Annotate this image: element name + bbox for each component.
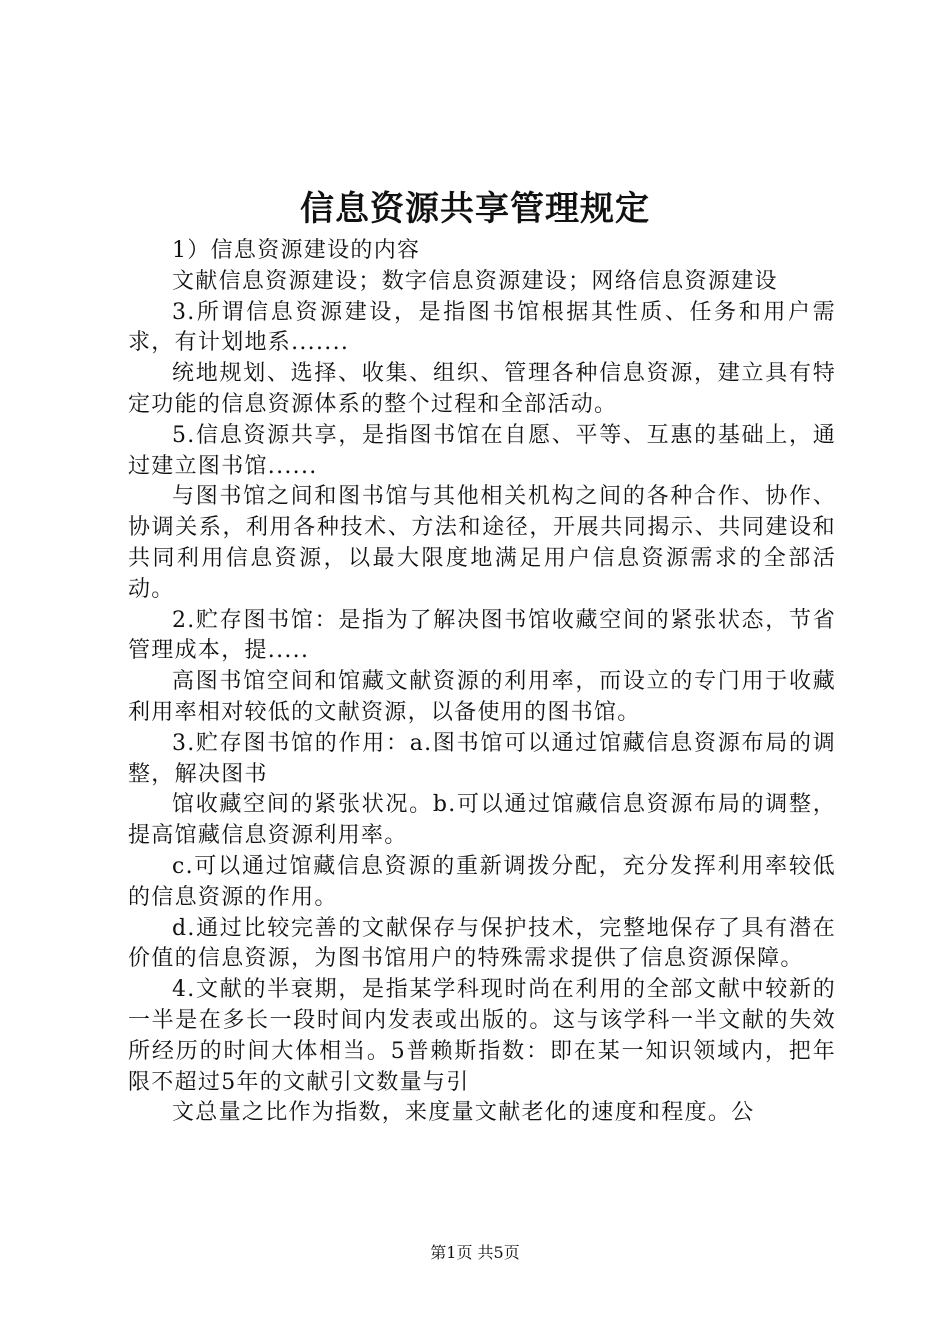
paragraph: 4.文献的半衰期，是指某学科现时尚在利用的全部文献中较新的一半是在多长一段时间内发表或出版的。这与该学科一半文献的失效所经历的时间大体相当。5普赖斯指数：即在某一知识领域内，把年限不超过5年的文献引文数量与引: [128, 977, 836, 1095]
paragraph: c.可以通过馆藏信息资源的重新调拨分配，充分发挥利用率较低的信息资源的作用。: [128, 853, 836, 910]
document-title: 信息资源共享管理规定: [300, 189, 650, 229]
paragraph: 2.贮存图书馆：是指为了解决图书馆收藏空间的紧张状态，节省管理成本，提.....: [128, 607, 836, 664]
paragraph: 馆收藏空间的紧张状况。b.可以通过馆藏信息资源布局的调整，提高馆藏信息资源利用率。: [128, 792, 836, 849]
page-footer: 第1页 共5页: [430, 1243, 520, 1262]
paragraph: 文献信息资源建设；数字信息资源建设；网络信息资源建设: [172, 268, 778, 294]
document-body: [128, 236, 836, 1129]
paragraph: 统地规划、选择、收集、组织、管理各种信息资源，建立具有特定功能的信息资源体系的整个过程和全部活动。: [128, 361, 836, 417]
paragraph: 5.信息资源共享，是指图书馆在自愿、平等、互惠的基础上，通过建立图书馆......: [128, 422, 836, 479]
paragraph: 3.所谓信息资源建设，是指图书馆根据其性质、任务和用户需求，有计划地系.......: [128, 299, 836, 356]
paragraph: 1）信息资源建设的内容: [172, 238, 421, 263]
paragraph: 高图书馆空间和馆藏文献资源的利用率，而设立的专门用于收藏利用率相对较低的文献资源，以备使用的图书馆。: [128, 669, 836, 725]
paragraph: 3.贮存图书馆的作用：a.图书馆可以通过馆藏信息资源布局的调整，解决图书: [128, 730, 836, 787]
paragraph: 与图书馆之间和图书馆与其他相关机构之间的各种合作、协作、协调关系，利用各种技术、方法和途径，开展共同揭示、共同建设和共同利用信息资源，以最大限度地满足用户信息资源需求的全部活动。: [128, 484, 836, 602]
paragraph: d.通过比较完善的文献保存与保护技术，完整地保存了具有潜在价值的信息资源，为图书馆用户的特殊需求提供了信息资源保障。: [128, 915, 836, 972]
paragraph: 文总量之比作为指数，来度量文献老化的速度和程度。公: [172, 1100, 755, 1126]
